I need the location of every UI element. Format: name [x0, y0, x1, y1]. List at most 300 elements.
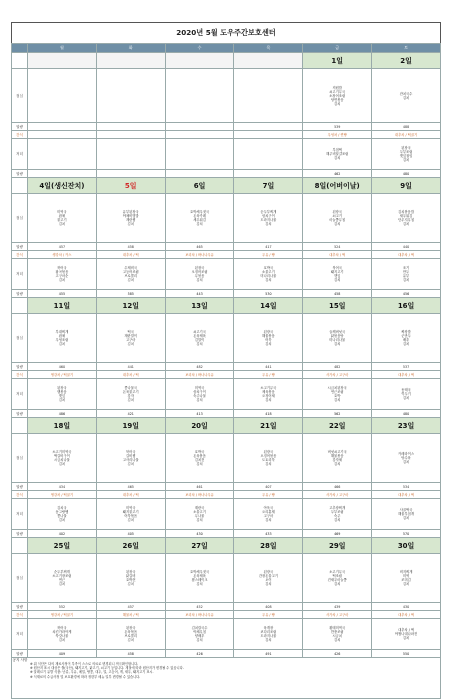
dinner-kcal-cell: 550: [372, 650, 441, 658]
dinner-menu-cell: [96, 619, 165, 650]
dinner-menu-cell: [372, 139, 441, 170]
dinner-menu-cell: [96, 259, 165, 290]
snack-cell: 사가차 / 고구마: [303, 611, 372, 619]
menu-item: 쇠고기국: [193, 330, 206, 334]
dinner-menu-cell: [234, 619, 303, 650]
menu-item: 탕수육: [401, 456, 411, 460]
menu-item: 돈육제육: [193, 334, 206, 338]
dinner-menu-cell: [165, 379, 234, 410]
menu-item: 짜장밥: [401, 330, 411, 334]
menu-item: 돈육볶음: [124, 630, 138, 634]
dinner-menu-cell: [28, 379, 97, 410]
date-cell: [28, 53, 97, 69]
menu-item: 미나리나물: [260, 274, 277, 278]
menu-item: 김치: [58, 462, 66, 466]
menu-item: 배추: [402, 338, 410, 342]
menu-item: 김치: [334, 398, 341, 402]
menu-item: 떡조림: [332, 574, 342, 578]
menu-item: 김치: [334, 638, 341, 642]
menu-item: 된장국: [125, 626, 136, 630]
menu-item: 김치: [265, 462, 272, 466]
snack-label: 간식: [12, 491, 28, 499]
menu-item: 계란찜: [125, 218, 136, 222]
menu-item: 유부: [402, 274, 410, 278]
menu-item: 쑥갓나물: [55, 634, 69, 638]
menu-item: 소고기미역국: [52, 450, 72, 454]
dinner-menu-cell: [28, 499, 97, 530]
menu-item: 김치: [58, 638, 66, 642]
date-cell: 28일: [234, 538, 303, 554]
snack-cell: 대추차 / 떡: [372, 371, 441, 379]
dinner-kcal-cell: 486: [28, 410, 97, 418]
menu-item: 직원밥: [332, 85, 342, 90]
menu-item: 김치: [196, 398, 203, 402]
menu-item: 호박: [334, 394, 341, 398]
lunch-menu-cell: [28, 194, 97, 243]
menu-item: 호박국: [194, 450, 205, 454]
date-cell: 18일: [28, 418, 97, 434]
menu-item: 시금치나물: [53, 458, 70, 462]
lunch-menu-cell: [303, 554, 372, 603]
dinner-menu-cell: [96, 499, 165, 530]
dinner-menu-cell: [165, 259, 234, 290]
lunch-menu-cell: [372, 554, 441, 603]
menu-item: 갈비찜: [125, 454, 136, 458]
kcal-label: 열량: [12, 123, 28, 131]
menu-item: 돼지고기: [330, 270, 344, 274]
menu-item: 간장돈불고기: [258, 574, 278, 578]
lunch-menu-cell: [28, 69, 97, 123]
menu-item: 코다리조림: [260, 630, 277, 634]
menu-item: 돈육제육: [193, 574, 206, 578]
menu-item: 된장국: [194, 266, 205, 270]
date-cell: 6일: [165, 178, 234, 194]
menu-item: 김치: [58, 518, 66, 522]
weekday-header: 토: [372, 44, 441, 53]
lunch-kcal-cell: 441: [96, 363, 165, 371]
menu-item: 닭볶음탕: [330, 334, 344, 338]
dinner-kcal-cell: 455: [28, 290, 97, 298]
menu-item: 콩나물국: [124, 386, 138, 390]
menu-item: 연근: [58, 578, 66, 582]
lunch-menu-cell: [234, 314, 303, 363]
menu-item: 단무지무침: [398, 218, 415, 222]
menu-item: 고등어조림: [122, 270, 139, 274]
dinner-kcal-cell: 433: [234, 530, 303, 538]
date-cell: 19일: [96, 418, 165, 434]
dinner-menu-cell: [96, 139, 165, 170]
dinner-kcal-cell: 418: [234, 410, 303, 418]
lunch-kcal-cell: 537: [372, 363, 441, 371]
menu-item: 아욱국: [263, 506, 274, 510]
dinner-kcal-label: 열량: [12, 290, 28, 298]
menu-item: 북어국: [57, 626, 67, 630]
menu-item: 조미김: [401, 578, 411, 582]
lunch-menu-cell: [96, 194, 165, 243]
menu-item: 떡갈비구이: [53, 454, 70, 458]
menu-item: 김치: [334, 101, 341, 106]
lunch-kcal-cell: [234, 123, 303, 131]
snack-cell: 우유 / 빵: [234, 371, 303, 379]
dinner-menu-cell: [372, 379, 441, 410]
menu-item: 김치: [196, 342, 203, 346]
menu-item: 쇠고기무국: [329, 89, 346, 94]
menu-item: 어묵: [265, 338, 272, 342]
dinner-kcal-cell: 585: [96, 290, 165, 298]
menu-item: 연근조림: [330, 390, 344, 394]
snack-cell: 생강차 / 카스: [28, 251, 97, 259]
menu-item: 북어국: [125, 450, 136, 454]
menu-item: 감자: [127, 394, 134, 398]
dinner-menu-cell: [96, 379, 165, 410]
notes-section: [11, 658, 441, 699]
menu-item: 김말이: [194, 338, 205, 342]
lunch-kcal-cell: [165, 123, 234, 131]
lunch-menu-cell: [28, 554, 97, 603]
menu-item: 김치칼국수: [191, 626, 208, 630]
menu-item: 들깨버섯국: [329, 330, 346, 334]
snack-cell: 보리차 / 바나나우유: [165, 251, 234, 259]
menu-item: 군만두: [401, 334, 411, 338]
menu-item: 김치: [334, 156, 341, 160]
menu-item: 김치: [127, 462, 134, 466]
date-cell: 7일: [234, 178, 303, 194]
lunch-kcal-cell: [96, 123, 165, 131]
lunch-menu-cell: [96, 554, 165, 603]
snack-cell: [234, 131, 303, 139]
menu-item: 동그랑땡: [55, 510, 69, 514]
menu-item: 호박새우젓국: [190, 210, 210, 214]
menu-item: 된장국: [332, 210, 342, 214]
menu-item: 부대찌개: [55, 330, 69, 334]
menu-item: 소고기장조림: [52, 574, 72, 578]
dinner-kcal-cell: [28, 170, 97, 178]
menu-sheet: [11, 22, 441, 699]
menu-item: 김치: [402, 460, 410, 464]
snack-label: 간식: [12, 611, 28, 619]
snack-cell: 생강차 / 떡꿀기: [28, 371, 97, 379]
lunch-kcal-cell: 440: [372, 243, 441, 251]
menu-item: 황태미역국: [329, 626, 346, 630]
lunch-kcal-cell: 408: [234, 603, 303, 611]
menu-item: 된장국: [57, 386, 67, 390]
weekday-header: 금: [303, 44, 372, 53]
menu-item: 김치: [196, 222, 203, 226]
kcal-label: 열량: [12, 483, 28, 491]
date-cell: 30일: [372, 538, 441, 554]
menu-item: 김치: [58, 582, 66, 586]
dinner-kcal-cell: [165, 170, 234, 178]
lunch-menu-cell: [96, 314, 165, 363]
menu-item: 순두부찌개: [260, 210, 277, 214]
menu-item: 시금치된장국: [327, 386, 347, 390]
menu-item: 찹스테이크: [191, 578, 208, 582]
menu-item: 도라지나물: [260, 634, 277, 638]
dinner-kcal-cell: 409: [28, 650, 97, 658]
lunch-menu-cell: [165, 69, 234, 123]
menu-item: 김치: [402, 516, 410, 520]
kcal-label: 열량: [12, 363, 28, 371]
lunch-kcal-cell: 465: [165, 243, 234, 251]
snack-cell: 보리차 / 바나나우유: [165, 611, 234, 619]
menu-item: 두부조림: [399, 150, 413, 154]
note-line: ※ 위 식단은 다의 재료사정이 부족이 스스로 의료로 변경되니 적극확인합니다.: [30, 662, 139, 666]
header-corner: [12, 44, 28, 53]
dinner-kcal-cell: 426: [165, 650, 234, 658]
lunch-kcal-cell: 524: [303, 243, 372, 251]
date-cell: 20일: [165, 418, 234, 434]
menu-item: 된장국: [125, 570, 136, 574]
dinner-label: 저녁: [12, 619, 28, 650]
menu-item: 미나리나물: [329, 338, 346, 342]
menu-item: 소장어조림: [329, 93, 346, 98]
menu-item: 깻잎절임: [399, 154, 413, 158]
menu-item: 호박전: [125, 578, 136, 582]
weekday-header: 수: [165, 44, 234, 53]
date-cell: 12일: [96, 298, 165, 314]
menu-item: 김치: [127, 582, 134, 586]
dinner-kcal-cell: [234, 170, 303, 178]
menu-item: 카레라이스: [398, 452, 415, 456]
menu-item: 북어국: [57, 266, 67, 270]
menu-item: 시금치: [332, 634, 342, 638]
menu-item: 햄볶음: [57, 390, 67, 394]
snack-cell: 우엉차 / 찐빵: [303, 131, 372, 139]
menu-item: 김치: [334, 342, 341, 346]
lunch-kcal-cell: 466: [303, 483, 372, 491]
date-cell: 21일: [234, 418, 303, 434]
lunch-kcal-cell: 539: [303, 123, 372, 131]
menu-item: 돈육불고기: [122, 390, 139, 394]
dinner-kcal-label: 열량: [12, 530, 28, 538]
menu-item: 야채비빔밥: [122, 214, 139, 218]
lunch-kcal-cell: 439: [303, 603, 372, 611]
menu-item: 계란말이: [124, 334, 138, 338]
date-cell: 8일(어버이날): [303, 178, 372, 194]
dinner-kcal-cell: 480: [372, 170, 441, 178]
menu-item: 미역국: [125, 506, 136, 510]
menu-item: 콩나물: [57, 514, 67, 518]
menu-item: 해주비달걀조림: [326, 152, 349, 156]
date-cell: 26일: [96, 538, 165, 554]
menu-item: 김치: [127, 638, 134, 642]
date-cell: 4일(생신잔치): [28, 178, 97, 194]
date-cell: 25일: [28, 538, 97, 554]
lunch-kcal-cell: 458: [96, 243, 165, 251]
menu-item: 김치: [127, 278, 134, 282]
weekday-header: 월: [28, 44, 97, 53]
dinner-menu-cell: [234, 379, 303, 410]
menu-item: 된장국: [263, 450, 274, 454]
date-cell: 16일: [372, 298, 441, 314]
snack-cell: 대추차 / 떡: [96, 251, 165, 259]
dinner-label: 저녁: [12, 139, 28, 170]
snack-cell: 사가차 / 고구마: [303, 371, 372, 379]
menu-item: 떡국: [127, 330, 134, 334]
snack-cell: 대추차 / 떡: [96, 491, 165, 499]
date-cell: 2일: [372, 53, 441, 69]
menu-item: 김치: [265, 222, 272, 226]
lunch-kcal-cell: 552: [28, 603, 97, 611]
menu-item: 도토리묵: [262, 458, 275, 462]
dinner-kcal-cell: 456: [372, 290, 441, 298]
lunch-kcal-cell: 457: [96, 603, 165, 611]
menu-item: 해물부침개: [398, 512, 415, 516]
menu-item: 김치: [402, 95, 410, 100]
menu-item: 돼지불고기: [122, 510, 139, 514]
menu-item: 해물볶음: [330, 454, 344, 458]
lunch-menu-cell: [96, 69, 165, 123]
menu-item: 새우튀김: [193, 218, 206, 222]
lunch-kcal-cell: 407: [234, 483, 303, 491]
menu-item: 대추차 / 떡: [398, 628, 415, 632]
menu-item: 김치: [58, 398, 66, 402]
menu-item: 고구마: [263, 514, 274, 518]
menu-item: 김치: [127, 222, 134, 226]
date-cell: 27일: [165, 538, 234, 554]
menu-item: 브로콜리: [124, 634, 138, 638]
menu-item: 오리훈제: [262, 510, 275, 514]
menu-item: 김치전: [194, 458, 205, 462]
dinner-menu-cell: [303, 379, 372, 410]
dinner-kcal-cell: 469: [303, 530, 372, 538]
lunch-menu-cell: [234, 434, 303, 483]
dinner-menu-cell: [28, 619, 97, 650]
menu-item: 계란국: [194, 506, 205, 510]
snack-label: 간식: [12, 371, 28, 379]
menu-item: 잡채: [58, 214, 66, 218]
lunch-kcal-cell: 461: [165, 483, 234, 491]
notes-label: 공지 사항: [12, 658, 28, 662]
snack-cell: [165, 131, 234, 139]
dinner-menu-cell: [28, 259, 97, 290]
lunch-menu-cell: [303, 194, 372, 243]
menu-item: 김치볶음밥: [398, 210, 415, 214]
menu-item: 깻잎: [58, 394, 66, 398]
dinner-kcal-label: 열량: [12, 170, 28, 178]
dinner-kcal-cell: 413: [165, 410, 234, 418]
lunch-menu-cell: [165, 554, 234, 603]
dinner-kcal-cell: 421: [96, 410, 165, 418]
menu-item: 건새우마늘쫑: [327, 578, 347, 582]
note-line: ※ 식재료의 수급사정 및 보호환경에 따라 정한부 메뉴 일부 변경될 수 있습니다.: [30, 674, 141, 679]
lunch-kcal-cell: 452: [165, 603, 234, 611]
menu-item: 깐풍조림: [330, 630, 344, 634]
menu-item: 삼치구이: [262, 214, 275, 218]
dinner-kcal-cell: [96, 170, 165, 178]
dinner-menu-cell: [372, 499, 441, 530]
menu-item: 김치: [58, 342, 66, 346]
menu-item: 사골떡국: [399, 508, 413, 512]
menu-item: 잡채: [58, 334, 66, 338]
dinner-menu-cell: [165, 139, 234, 170]
dinner-kcal-cell: 430: [165, 530, 234, 538]
lunch-menu-cell: [28, 314, 97, 363]
snack-cell: 보리차 / 바나나우유: [165, 371, 234, 379]
snack-label: 간식: [12, 131, 28, 139]
menu-item: 새우튀김: [399, 214, 413, 218]
menu-item: 김치: [127, 518, 134, 522]
date-row-label: [12, 418, 28, 434]
lunch-kcal-cell: 482: [165, 363, 234, 371]
menu-item: 숙주: [334, 514, 341, 518]
menu-item: 만두: [402, 270, 410, 274]
date-cell: [234, 53, 303, 69]
lunch-menu-cell: [165, 434, 234, 483]
dinner-menu-cell: [28, 139, 97, 170]
snack-cell: 우유 / 빵: [234, 611, 303, 619]
date-cell: [96, 53, 165, 69]
snack-label: 간식: [12, 251, 28, 259]
dinner-kcal-cell: 458: [303, 290, 372, 298]
menu-item: 당면볶음: [330, 97, 344, 102]
menu-item: 고구마: [125, 338, 136, 342]
dinner-kcal-cell: 405: [96, 530, 165, 538]
menu-item: 어묵볶음: [124, 514, 138, 518]
dinner-menu-cell: [234, 259, 303, 290]
lunch-kcal-cell: 488: [372, 123, 441, 131]
dinner-kcal-cell: 462: [303, 170, 372, 178]
lunch-menu-cell: [165, 194, 234, 243]
menu-item: 김치: [58, 222, 66, 226]
lunch-menu-cell: [372, 69, 441, 123]
date-cell: 22일: [303, 418, 372, 434]
lunch-kcal-cell: 457: [28, 243, 97, 251]
menu-item: 숙주나물: [193, 394, 206, 398]
dinner-menu-cell: [234, 499, 303, 530]
lunch-menu-cell: [234, 554, 303, 603]
snack-cell: 대추차 / 떡: [372, 611, 441, 619]
menu-item: 고사리나물: [122, 458, 139, 462]
snack-cell: 대추차 / 떡: [372, 251, 441, 259]
menu-item: 김치: [334, 278, 341, 282]
menu-item: 버섯쇠고기국: [327, 450, 347, 454]
menu-item: 김치: [402, 158, 410, 162]
menu-item: 고구마순: [55, 274, 69, 278]
kcal-label: 열량: [12, 603, 28, 611]
menu-item: 김치: [196, 278, 203, 282]
menu-item: 유부된장국: [122, 210, 139, 214]
menu-item: 김치: [402, 582, 410, 586]
menu-item: 김치: [265, 278, 272, 282]
dinner-label: 저녁: [12, 379, 28, 410]
lunch-label: 점심: [12, 194, 28, 243]
snack-cell: 보리차 / 바나나우유: [165, 491, 234, 499]
snack-cell: 대추차 / 떡: [372, 491, 441, 499]
menu-item: 김치국: [57, 506, 67, 510]
menu-item: 오징어채: [262, 394, 275, 398]
menu-item: 감자채: [332, 458, 342, 462]
lunch-menu-cell: [28, 434, 97, 483]
snack-cell: 우유 / 빵: [234, 491, 303, 499]
dinner-kcal-cell: 530: [234, 290, 303, 298]
snack-cell: 생강차 / 떡꿀기: [28, 611, 97, 619]
snack-cell: 대추차 / 떡: [96, 371, 165, 379]
menu-item: 불고기: [57, 218, 67, 222]
date-cell: 23일: [372, 418, 441, 434]
menu-item: 김치: [402, 636, 410, 640]
snack-cell: 해물차 / 떡: [96, 611, 165, 619]
kcal-label: 열량: [12, 243, 28, 251]
menu-item: 김치: [334, 582, 341, 586]
menu-item: 치킨가라아게: [52, 630, 72, 634]
menu-item: 부침떡: [332, 148, 342, 152]
menu-item: 김치: [127, 342, 134, 346]
date-cell: 15일: [303, 298, 372, 314]
menu-item: 동태국: [401, 388, 411, 392]
menu-item: 브로콜리: [124, 274, 138, 278]
date-row-label: [12, 538, 28, 554]
